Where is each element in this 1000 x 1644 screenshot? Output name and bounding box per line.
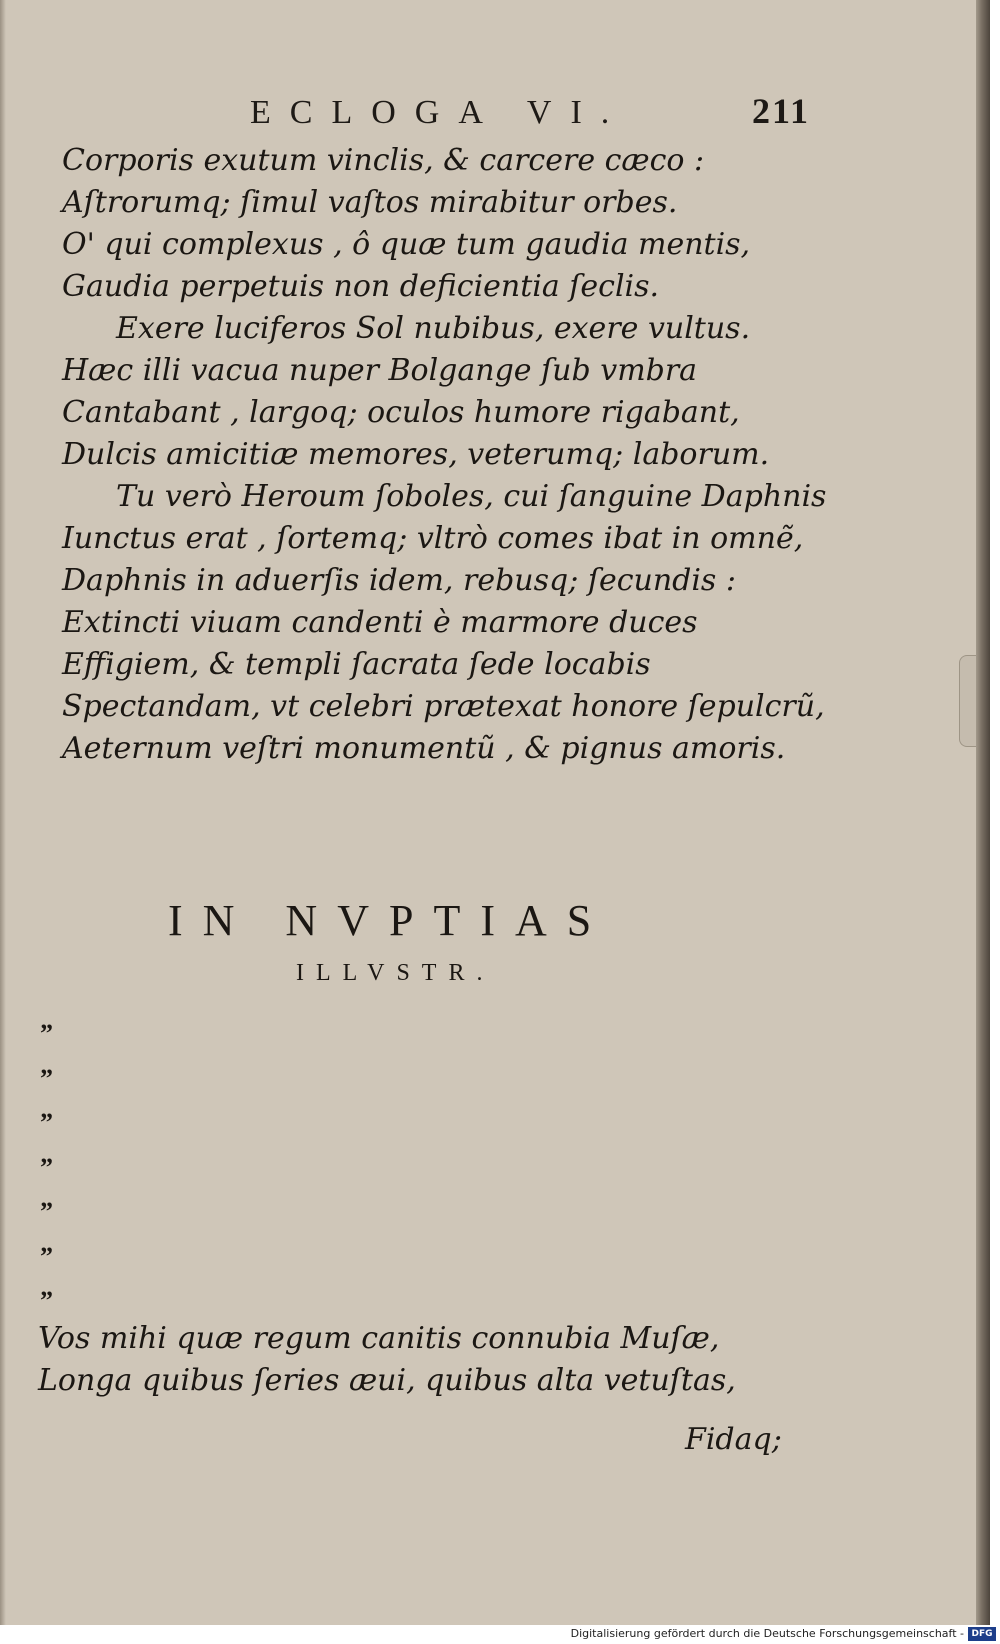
verse-line: Gaudia perpetuis non deficientia ſeclis. — [62, 269, 660, 304]
catchword: Fidaq; — [685, 1422, 782, 1457]
poem-title: IN NVPTIAS — [168, 896, 612, 945]
verse-line: Effigiem, & templi ſacrata ſede locabis — [62, 647, 651, 682]
quote-mark: ” — [40, 1152, 53, 1182]
verse-line: Extincti viuam candenti è marmore duces — [62, 605, 698, 640]
quote-mark: ” — [40, 1108, 53, 1137]
verse-line: O' qui complexus , ô quæ tum gaudia mentis, — [62, 227, 751, 262]
verse-line: Iunctus erat , ſortemq; vltrò comes ibat in omnẽ, — [62, 521, 804, 556]
quote-mark: ” — [40, 1063, 53, 1093]
verse-line: Aſtrorumq; ſimul vaſtos mirabitur orbes. — [62, 185, 678, 220]
quote-marks-column — [40, 1012, 53, 1324]
verse-block-2 — [38, 1318, 736, 1402]
verse-block — [62, 140, 882, 770]
quote-mark: ” — [40, 1019, 53, 1048]
page-left-edge — [0, 0, 6, 1625]
verse-line: Corporis exutum vinclis, & carcere cæco : — [62, 143, 705, 178]
page-tab-mark — [959, 655, 976, 747]
verse-line: Dulcis amicitiæ memores, veterumq; laborum. — [62, 437, 770, 472]
verse-line: Longa quibus ſeries æui, quibus alta vetuſtas, — [38, 1363, 736, 1398]
verse-line: Tu verò Heroum ſoboles, cui ſanguine Daphnis — [116, 479, 827, 514]
page-number: 211 — [752, 91, 811, 131]
poem-subtitle: ILLVSTR. — [296, 960, 495, 986]
page-right-edge — [976, 0, 990, 1625]
verse-line: Cantabant , largoq; oculos humore rigabant, — [62, 395, 740, 430]
quote-mark: ” — [40, 1197, 53, 1226]
verse-line: Vos mihi quæ regum canitis connubia Muſæ, — [38, 1321, 720, 1356]
verse-line: Hæc illi vacua nuper Bolgange ſub vmbra — [62, 353, 698, 388]
quote-mark: ” — [40, 1241, 53, 1271]
verse-line: Daphnis in aduerſis idem, rebusq; ſecundis : — [62, 563, 736, 598]
footer-bar — [0, 1625, 1000, 1644]
running-head: ECLOGA VI. — [250, 94, 629, 131]
verse-line: Spectandam, vt celebri prætexat honore ſepulcrũ, — [62, 689, 825, 724]
verse-line: Aeternum veſtri monumentũ , & pignus amoris. — [62, 731, 786, 766]
footer-credit: Digitalisierung gefördert durch die Deutsche Forschungsgemeinschaft - — [570, 1627, 964, 1640]
verse-line: Exere luciferos Sol nubibus, exere vultus. — [116, 311, 751, 346]
quote-mark: ” — [40, 1286, 53, 1315]
dfg-logo-icon: DFG — [968, 1627, 996, 1641]
